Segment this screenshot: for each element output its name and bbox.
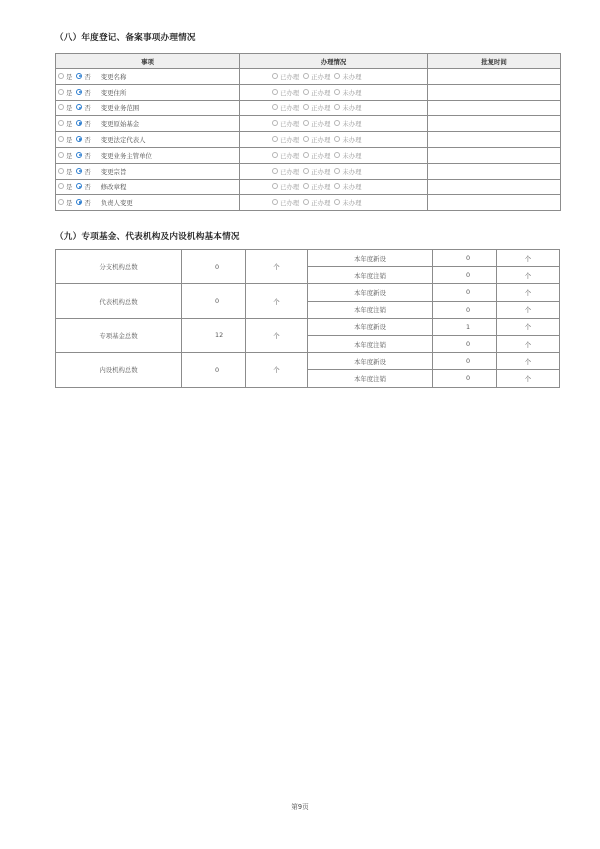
institution-label: 专项基金总数	[56, 318, 182, 352]
item-name: 变更业务主管单位	[100, 151, 152, 160]
status-done-radio[interactable]	[272, 136, 278, 142]
unit-label: 个	[497, 267, 560, 284]
item-cell	[56, 132, 240, 148]
status-notdone-label: 未办理	[342, 88, 362, 97]
status-notdone-label: 未办理	[342, 104, 362, 113]
new-label: 本年度新设	[308, 284, 433, 301]
unit-label: 个	[246, 250, 308, 284]
no-radio[interactable]	[76, 199, 82, 205]
no-label: 否	[84, 136, 91, 145]
status-inprogress-label: 正办理	[311, 167, 331, 176]
cancel-label: 本年度注销	[308, 301, 433, 318]
institution-label: 代表机构总数	[56, 284, 182, 318]
yes-label: 是	[66, 120, 73, 129]
total-value: 0	[182, 250, 246, 284]
no-label: 否	[84, 183, 91, 192]
status-done-label: 已办理	[280, 120, 300, 129]
table-row	[56, 195, 561, 211]
status-done-label: 已办理	[280, 104, 300, 113]
status-cell	[240, 116, 428, 132]
table-row	[56, 69, 561, 85]
no-radio[interactable]	[76, 89, 82, 95]
institution-label: 分支机构总数	[56, 250, 182, 284]
unit-label: 个	[497, 301, 560, 318]
status-inprogress-radio[interactable]	[303, 168, 309, 174]
status-inprogress-radio[interactable]	[303, 104, 309, 110]
approval-time-cell	[428, 116, 561, 132]
status-inprogress-radio[interactable]	[303, 136, 309, 142]
section-8-title: （八）年度登记、备案事项办理情况	[55, 33, 196, 43]
status-inprogress-label: 正办理	[311, 199, 331, 208]
status-notdone-radio[interactable]	[334, 199, 340, 205]
no-label: 否	[84, 72, 91, 81]
table-row	[56, 100, 561, 116]
status-done-label: 已办理	[280, 88, 300, 97]
yes-radio[interactable]	[58, 89, 64, 95]
total-value: 12	[182, 318, 246, 352]
status-notdone-radio[interactable]	[334, 152, 340, 158]
item-name: 修改章程	[100, 183, 127, 192]
approval-time-cell	[428, 179, 561, 195]
approval-time-cell	[428, 147, 561, 163]
status-notdone-label: 未办理	[342, 183, 362, 192]
item-cell	[56, 100, 240, 116]
cancel-value: 0	[433, 267, 497, 284]
yes-radio[interactable]	[58, 136, 64, 142]
status-cell	[240, 132, 428, 148]
status-inprogress-label: 正办理	[311, 104, 331, 113]
item-cell	[56, 116, 240, 132]
status-notdone-label: 未办理	[342, 72, 362, 81]
item-cell	[56, 147, 240, 163]
table-row	[56, 284, 560, 301]
status-inprogress-label: 正办理	[311, 120, 331, 129]
unit-label: 个	[497, 284, 560, 301]
unit-label: 个	[497, 353, 560, 370]
no-radio[interactable]	[76, 183, 82, 189]
table-row	[56, 250, 560, 267]
unit-label: 个	[246, 318, 308, 352]
approval-time-cell	[428, 195, 561, 211]
no-label: 否	[84, 167, 91, 176]
status-inprogress-label: 正办理	[311, 72, 331, 81]
unit-label: 个	[497, 335, 560, 352]
header-item: 事项	[56, 54, 240, 69]
cancel-label: 本年度注销	[308, 335, 433, 352]
registration-items-table	[55, 53, 561, 211]
status-inprogress-radio[interactable]	[303, 152, 309, 158]
status-done-label: 已办理	[280, 199, 300, 208]
unit-label: 个	[497, 370, 560, 387]
status-done-label: 已办理	[280, 167, 300, 176]
new-value: 0	[433, 284, 497, 301]
yes-radio[interactable]	[58, 104, 64, 110]
item-cell	[56, 84, 240, 100]
status-done-radio[interactable]	[272, 199, 278, 205]
status-notdone-radio[interactable]	[334, 183, 340, 189]
header-status: 办理情况	[240, 54, 428, 69]
unit-label: 个	[246, 284, 308, 318]
cancel-label: 本年度注销	[308, 370, 433, 387]
status-done-label: 已办理	[280, 183, 300, 192]
new-value: 0	[433, 250, 497, 267]
status-inprogress-radio[interactable]	[303, 73, 309, 79]
status-notdone-label: 未办理	[342, 167, 362, 176]
no-radio[interactable]	[76, 120, 82, 126]
institution-label: 内设机构总数	[56, 353, 182, 387]
approval-time-cell	[428, 163, 561, 179]
item-name: 变更宗旨	[100, 167, 127, 176]
header-approval-time: 批复时间	[428, 54, 561, 69]
status-cell	[240, 163, 428, 179]
status-notdone-label: 未办理	[342, 120, 362, 129]
status-inprogress-label: 正办理	[311, 88, 331, 97]
cancel-value: 0	[433, 301, 497, 318]
no-label: 否	[84, 104, 91, 113]
table-row	[56, 147, 561, 163]
item-name: 负责人变更	[100, 199, 133, 208]
no-label: 否	[84, 199, 91, 208]
yes-label: 是	[66, 167, 73, 176]
institutions-table	[55, 249, 560, 388]
status-notdone-radio[interactable]	[334, 136, 340, 142]
approval-time-cell	[428, 69, 561, 85]
total-value: 0	[182, 284, 246, 318]
cancel-label: 本年度注销	[308, 267, 433, 284]
item-cell	[56, 195, 240, 211]
status-notdone-radio[interactable]	[334, 120, 340, 126]
status-notdone-label: 未办理	[342, 151, 362, 160]
yes-radio[interactable]	[58, 183, 64, 189]
status-done-radio[interactable]	[272, 168, 278, 174]
table-row	[56, 318, 560, 335]
status-done-radio[interactable]	[272, 152, 278, 158]
item-cell	[56, 69, 240, 85]
yes-label: 是	[66, 72, 73, 81]
yes-radio[interactable]	[58, 168, 64, 174]
yes-label: 是	[66, 199, 73, 208]
status-done-radio[interactable]	[272, 104, 278, 110]
new-label: 本年度新设	[308, 353, 433, 370]
new-value: 0	[433, 353, 497, 370]
yes-radio[interactable]	[58, 152, 64, 158]
status-notdone-label: 未办理	[342, 199, 362, 208]
status-done-label: 已办理	[280, 72, 300, 81]
unit-label: 个	[497, 250, 560, 267]
table-row	[56, 163, 561, 179]
item-name: 变更法定代表人	[100, 136, 146, 145]
approval-time-cell	[428, 84, 561, 100]
status-inprogress-label: 正办理	[311, 183, 331, 192]
no-label: 否	[84, 120, 91, 129]
status-notdone-radio[interactable]	[334, 89, 340, 95]
status-inprogress-radio[interactable]	[303, 89, 309, 95]
yes-radio[interactable]	[58, 120, 64, 126]
status-inprogress-label: 正办理	[311, 151, 331, 160]
approval-time-cell	[428, 100, 561, 116]
no-radio[interactable]	[76, 168, 82, 174]
status-cell	[240, 195, 428, 211]
status-cell	[240, 147, 428, 163]
status-done-radio[interactable]	[272, 73, 278, 79]
no-label: 否	[84, 88, 91, 97]
status-notdone-label: 未办理	[342, 136, 362, 145]
yes-radio[interactable]	[58, 73, 64, 79]
status-done-label: 已办理	[280, 151, 300, 160]
status-inprogress-radio[interactable]	[303, 183, 309, 189]
page-number: 第9页	[291, 803, 309, 811]
status-done-radio[interactable]	[272, 183, 278, 189]
item-cell	[56, 163, 240, 179]
table-row	[56, 116, 561, 132]
table-row	[56, 353, 560, 370]
no-radio[interactable]	[76, 73, 82, 79]
yes-radio[interactable]	[58, 199, 64, 205]
status-cell	[240, 100, 428, 116]
status-done-radio[interactable]	[272, 120, 278, 126]
status-done-label: 已办理	[280, 136, 300, 145]
status-notdone-radio[interactable]	[334, 168, 340, 174]
item-name: 变更业务范围	[100, 104, 140, 113]
yes-label: 是	[66, 88, 73, 97]
yes-label: 是	[66, 136, 73, 145]
status-cell	[240, 179, 428, 195]
no-label: 否	[84, 151, 91, 160]
table-row	[56, 132, 561, 148]
new-value: 1	[433, 318, 497, 335]
item-name: 变更原始基金	[100, 120, 140, 129]
unit-label: 个	[497, 318, 560, 335]
table-row	[56, 179, 561, 195]
section-9-title: （九）专项基金、代表机构及内设机构基本情况	[55, 232, 240, 242]
status-notdone-radio[interactable]	[334, 104, 340, 110]
new-label: 本年度新设	[308, 318, 433, 335]
no-radio[interactable]	[76, 152, 82, 158]
total-value: 0	[182, 353, 246, 387]
item-name: 变更住所	[100, 88, 127, 97]
cancel-value: 0	[433, 370, 497, 387]
unit-label: 个	[246, 353, 308, 387]
status-cell	[240, 84, 428, 100]
yes-label: 是	[66, 104, 73, 113]
no-radio[interactable]	[76, 136, 82, 142]
cancel-value: 0	[433, 335, 497, 352]
no-radio[interactable]	[76, 104, 82, 110]
status-inprogress-radio[interactable]	[303, 199, 309, 205]
approval-time-cell	[428, 132, 561, 148]
table-row	[56, 84, 561, 100]
status-cell	[240, 69, 428, 85]
status-notdone-radio[interactable]	[334, 73, 340, 79]
status-done-radio[interactable]	[272, 89, 278, 95]
new-label: 本年度新设	[308, 250, 433, 267]
item-name: 变更名称	[100, 72, 127, 81]
yes-label: 是	[66, 183, 73, 192]
table-header-row	[56, 54, 561, 69]
yes-label: 是	[66, 151, 73, 160]
status-inprogress-radio[interactable]	[303, 120, 309, 126]
status-inprogress-label: 正办理	[311, 136, 331, 145]
item-cell	[56, 179, 240, 195]
